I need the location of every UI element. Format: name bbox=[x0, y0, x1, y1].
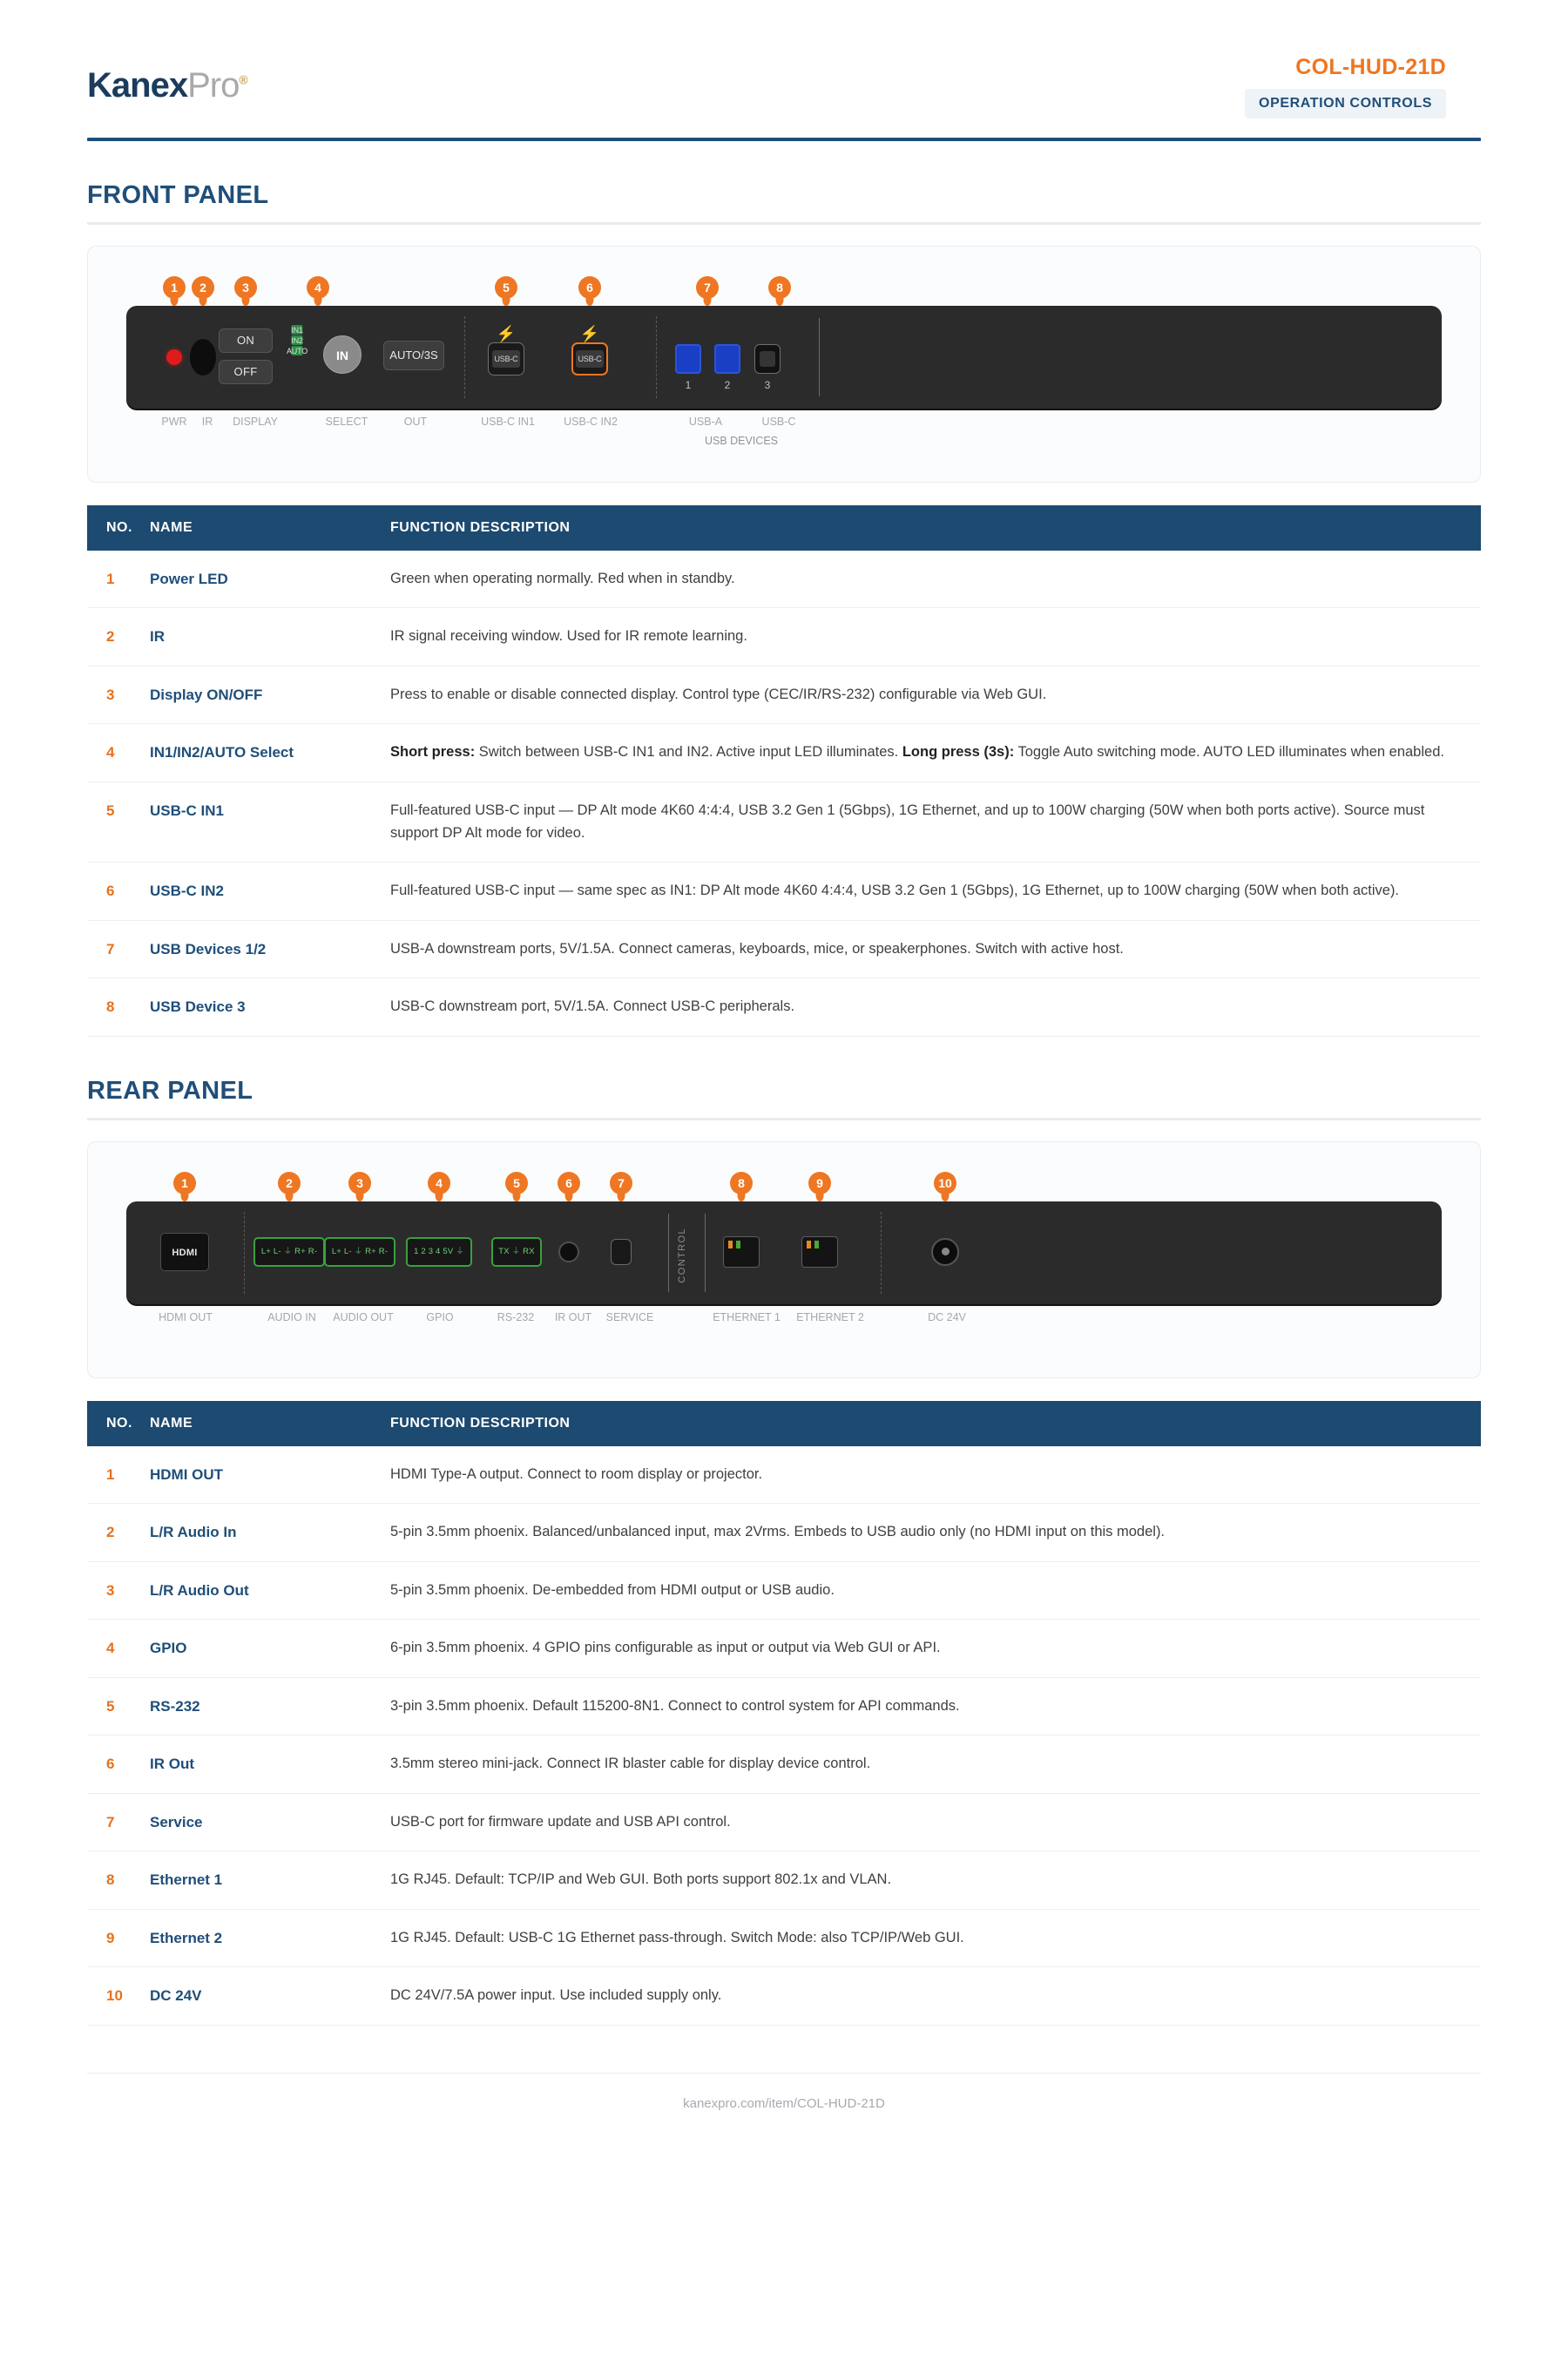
label-audio-out: AUDIO OUT bbox=[333, 1310, 394, 1323]
front-col-desc: FUNCTION DESCRIPTION bbox=[385, 505, 1481, 551]
rear-row-number: 1 bbox=[87, 1446, 150, 1504]
ethernet-2-port[interactable] bbox=[801, 1236, 838, 1268]
front-callout-1: 1 bbox=[163, 276, 186, 299]
front-row-number: 3 bbox=[87, 666, 150, 724]
front-callout-6: 6 bbox=[578, 276, 601, 299]
front-row-name: USB-C IN2 bbox=[150, 863, 385, 921]
rear-row-number: 2 bbox=[87, 1504, 150, 1562]
rear-callout-5: 5 bbox=[505, 1172, 528, 1194]
led-in1: IN1 bbox=[291, 325, 303, 335]
rear-panel-stage bbox=[126, 1172, 1442, 1351]
led-auto: AUTO bbox=[286, 346, 308, 355]
table-row bbox=[87, 863, 1481, 921]
rear-panel-callouts bbox=[126, 1172, 1442, 1201]
rear-row-number: 9 bbox=[87, 1909, 150, 1967]
front-row-number: 6 bbox=[87, 863, 150, 921]
label-display: DISPLAY bbox=[233, 415, 278, 428]
rear-callout-3: 3 bbox=[348, 1172, 371, 1194]
table-row bbox=[87, 1561, 1481, 1620]
front-row-description: Full-featured USB-C input — same spec as IN1: DP Alt mode 4K60 4:4:4, USB 3.2 Gen 1 (5Gbps), 1G Ethernet, up to 100W charging (50W when both active). bbox=[385, 863, 1481, 921]
rear-col-desc: FUNCTION DESCRIPTION bbox=[385, 1401, 1481, 1446]
front-row-name: IN1/IN2/AUTO Select bbox=[150, 724, 385, 782]
dc-24v-power-jack[interactable] bbox=[931, 1238, 959, 1266]
label-ethernet-2: ETHERNET 2 bbox=[796, 1310, 864, 1323]
rear-row-description: 6-pin 3.5mm phoenix. 4 GPIO pins configurable as input or output via Web GUI or API. bbox=[385, 1620, 1481, 1678]
front-row-name: USB Devices 1/2 bbox=[150, 920, 385, 978]
rear-col-name: NAME bbox=[150, 1401, 385, 1446]
front-row-description: USB-C downstream port, 5V/1.5A. Connect USB-C peripherals. bbox=[385, 978, 1481, 1037]
rear-callout-8: 8 bbox=[730, 1172, 753, 1194]
label-ir-out: IR OUT bbox=[554, 1310, 592, 1323]
rear-panel-diagram-card bbox=[87, 1141, 1481, 1378]
charging-bolt-icon: ⚡ bbox=[579, 324, 600, 342]
front-panel-callouts bbox=[126, 276, 1442, 306]
front-panel-chassis bbox=[126, 306, 1442, 409]
service-usbc-port[interactable] bbox=[611, 1239, 632, 1265]
gpio-phoenix-port[interactable]: 1 2 3 4 5V ⏚ bbox=[406, 1237, 472, 1267]
front-row-number: 2 bbox=[87, 608, 150, 666]
front-row-number: 4 bbox=[87, 724, 150, 782]
rear-callout-6: 6 bbox=[558, 1172, 580, 1194]
rear-row-number: 5 bbox=[87, 1677, 150, 1736]
rear-row-description: 1G RJ45. Default: USB-C 1G Ethernet pass-through. Switch Mode: also TCP/IP/Web GUI. bbox=[385, 1909, 1481, 1967]
front-table-head bbox=[87, 505, 1481, 551]
front-col-no: NO. bbox=[87, 505, 150, 551]
ethernet-1-port[interactable] bbox=[723, 1236, 760, 1268]
usbc-in2-port[interactable]: ⚡ USB-C bbox=[571, 342, 608, 376]
rear-row-number: 8 bbox=[87, 1851, 150, 1910]
label-usbc-in2: USB-C IN2 bbox=[564, 415, 618, 428]
page-header bbox=[0, 0, 1568, 118]
table-row bbox=[87, 724, 1481, 782]
rear-row-number: 4 bbox=[87, 1620, 150, 1678]
table-row bbox=[87, 1967, 1481, 2026]
usb-device-port-1[interactable] bbox=[675, 344, 701, 391]
table-row bbox=[87, 1851, 1481, 1910]
usb-device-2-number: 2 bbox=[724, 378, 731, 391]
charging-bolt-icon: ⚡ bbox=[496, 324, 517, 342]
table-row bbox=[87, 1736, 1481, 1794]
control-group-label: CONTROL bbox=[677, 1227, 687, 1283]
front-row-number: 8 bbox=[87, 978, 150, 1037]
rear-row-description: 3.5mm stereo mini-jack. Connect IR blaster cable for display device control. bbox=[385, 1736, 1481, 1794]
header-divider bbox=[87, 138, 1481, 141]
front-row-description: Short press: Switch between USB-C IN1 and IN2. Active input LED illuminates. Long press (3s): Toggle Auto switching mode. AUTO LED illuminates when enabled. bbox=[385, 724, 1481, 782]
label-out: OUT bbox=[403, 415, 428, 428]
rear-row-description: 5-pin 3.5mm phoenix. De-embedded from HDMI output or USB audio. bbox=[385, 1561, 1481, 1620]
front-callout-4: 4 bbox=[307, 276, 329, 299]
rear-panel-heading-rule bbox=[87, 1118, 1481, 1120]
label-ir: IR bbox=[201, 415, 213, 428]
rear-row-name: L/R Audio In bbox=[150, 1504, 385, 1562]
display-off-button[interactable]: OFF bbox=[219, 360, 273, 384]
table-row bbox=[87, 608, 1481, 666]
table-row bbox=[87, 1504, 1481, 1562]
rear-table-header-row bbox=[87, 1401, 1481, 1446]
front-row-name: IR bbox=[150, 608, 385, 666]
kanexpro-logo bbox=[87, 56, 247, 103]
rear-row-description: 5-pin 3.5mm phoenix. Balanced/unbalanced input, max 2Vrms. Embeds to USB audio only (no HDMI input on this model). bbox=[385, 1504, 1481, 1562]
audio-in-phoenix-port[interactable]: L+ L- ⏚ R+ R- bbox=[253, 1237, 325, 1267]
label-audio-in: AUDIO IN bbox=[267, 1310, 316, 1323]
rear-row-number: 6 bbox=[87, 1736, 150, 1794]
front-row-name: Display ON/OFF bbox=[150, 666, 385, 724]
rear-row-number: 10 bbox=[87, 1967, 150, 2026]
rear-divider-4 bbox=[881, 1212, 882, 1294]
usb-device-3-number: 3 bbox=[764, 378, 771, 391]
table-row bbox=[87, 1909, 1481, 1967]
rear-row-number: 7 bbox=[87, 1793, 150, 1851]
rear-callout-7: 7 bbox=[610, 1172, 632, 1194]
table-row bbox=[87, 1620, 1481, 1678]
rear-divider-3 bbox=[705, 1214, 706, 1292]
model-code: COL-HUD-21D bbox=[1295, 55, 1446, 79]
rear-row-description: USB-C port for firmware update and USB API control. bbox=[385, 1793, 1481, 1851]
front-row-name: Power LED bbox=[150, 551, 385, 608]
rear-panel-spec-table bbox=[87, 1401, 1481, 2026]
front-panel-stage bbox=[126, 276, 1442, 456]
rear-table-body bbox=[87, 1446, 1481, 2026]
header-right-block bbox=[1245, 56, 1446, 118]
rear-row-name: L/R Audio Out bbox=[150, 1561, 385, 1620]
auto-3s-button[interactable]: AUTO/3S bbox=[383, 341, 444, 370]
front-row-description: IR signal receiving window. Used for IR remote learning. bbox=[385, 608, 1481, 666]
logo-kanex-text: Kanex bbox=[87, 66, 188, 105]
table-row bbox=[87, 782, 1481, 862]
front-col-name: NAME bbox=[150, 505, 385, 551]
rear-row-name: HDMI OUT bbox=[150, 1446, 385, 1504]
usb-device-1-number: 1 bbox=[685, 378, 692, 391]
front-callout-2: 2 bbox=[192, 276, 214, 299]
rear-divider-1 bbox=[244, 1212, 245, 1294]
operation-controls-badge: OPERATION CONTROLS bbox=[1245, 89, 1446, 118]
front-callout-7: 7 bbox=[696, 276, 719, 299]
rear-table-head bbox=[87, 1401, 1481, 1446]
front-panel-diagram-card bbox=[87, 246, 1481, 483]
front-callout-3: 3 bbox=[234, 276, 257, 299]
usb-device-port-2[interactable] bbox=[714, 344, 740, 391]
ir-out-jack[interactable] bbox=[558, 1242, 579, 1262]
label-gpio: GPIO bbox=[426, 1310, 454, 1323]
front-panel-heading: FRONT PANEL bbox=[87, 180, 269, 209]
chassis-divider-3 bbox=[819, 318, 820, 396]
rear-row-number: 3 bbox=[87, 1561, 150, 1620]
label-usbc-in1: USB-C IN1 bbox=[481, 415, 535, 428]
rear-row-name: Ethernet 2 bbox=[150, 1909, 385, 1967]
label-select: SELECT bbox=[325, 415, 368, 428]
audio-out-phoenix-port[interactable]: L+ L- ⏚ R+ R- bbox=[324, 1237, 395, 1267]
usb-device-port-3[interactable] bbox=[754, 344, 781, 391]
table-row bbox=[87, 666, 1481, 724]
label-rs232: RS-232 bbox=[497, 1310, 535, 1323]
rear-row-description: 1G RJ45. Default: TCP/IP and Web GUI. Both ports support 802.1x and VLAN. bbox=[385, 1851, 1481, 1910]
input-select-button[interactable]: IN bbox=[323, 335, 362, 374]
power-led-indicator bbox=[166, 349, 182, 365]
display-on-button[interactable]: ON bbox=[219, 328, 273, 353]
rear-row-description: HDMI Type-A output. Connect to room display or projector. bbox=[385, 1446, 1481, 1504]
label-dc-24v: DC 24V bbox=[928, 1310, 966, 1323]
rear-callout-1: 1 bbox=[173, 1172, 196, 1194]
front-row-description: USB-A downstream ports, 5V/1.5A. Connect cameras, keyboards, mice, or speakerphones. Switch with active host. bbox=[385, 920, 1481, 978]
front-row-number: 7 bbox=[87, 920, 150, 978]
front-panel-heading-rule bbox=[87, 222, 1481, 225]
rs232-phoenix-port[interactable]: TX ⏚ RX bbox=[491, 1237, 542, 1267]
front-table-body bbox=[87, 551, 1481, 1037]
led-in2: IN2 bbox=[291, 335, 303, 345]
label-pwr: PWR bbox=[161, 415, 187, 428]
front-table-header-row bbox=[87, 505, 1481, 551]
footer-url: kanexpro.com/item/COL-HUD-21D bbox=[683, 2095, 885, 2111]
ir-receiver-window bbox=[190, 339, 216, 376]
label-ethernet-1: ETHERNET 1 bbox=[713, 1310, 781, 1323]
label-usb-c: USB-C bbox=[761, 415, 796, 428]
front-panel-spec-table bbox=[87, 505, 1481, 1037]
label-service: SERVICE bbox=[605, 1310, 654, 1323]
rear-col-no: NO. bbox=[87, 1401, 150, 1446]
rear-row-name: DC 24V bbox=[150, 1967, 385, 2026]
logo-trademark-icon: ® bbox=[239, 72, 247, 87]
front-callout-8: 8 bbox=[768, 276, 791, 299]
rear-divider-2 bbox=[668, 1214, 669, 1292]
front-row-description: Press to enable or disable connected display. Control type (CEC/IR/RS-232) configurable via Web GUI. bbox=[385, 666, 1481, 724]
rear-panel-chassis bbox=[126, 1201, 1442, 1304]
rear-row-name: GPIO bbox=[150, 1620, 385, 1678]
table-row bbox=[87, 978, 1481, 1037]
logo-pro-text: Pro bbox=[187, 66, 240, 105]
rear-row-name: IR Out bbox=[150, 1736, 385, 1794]
front-callout-5: 5 bbox=[495, 276, 517, 299]
rear-callout-10: 10 bbox=[934, 1172, 956, 1194]
usbc-in1-port[interactable]: ⚡ USB-C bbox=[488, 342, 524, 376]
front-row-number: 1 bbox=[87, 551, 150, 608]
input-status-leds bbox=[286, 325, 308, 355]
label-hdmi-out: HDMI OUT bbox=[159, 1310, 213, 1323]
table-row bbox=[87, 1677, 1481, 1736]
table-row bbox=[87, 1446, 1481, 1504]
front-panel-labels bbox=[126, 416, 1442, 456]
label-usb-a: USB-A bbox=[688, 415, 723, 428]
chassis-divider-2 bbox=[656, 316, 657, 398]
page-footer bbox=[87, 2073, 1481, 2163]
front-row-name: USB Device 3 bbox=[150, 978, 385, 1037]
table-row bbox=[87, 1793, 1481, 1851]
rear-panel-heading: REAR PANEL bbox=[87, 1076, 253, 1105]
hdmi-out-port[interactable]: HDMI bbox=[160, 1233, 209, 1271]
rear-callout-2: 2 bbox=[278, 1172, 301, 1194]
front-row-description: Green when operating normally. Red when in standby. bbox=[385, 551, 1481, 608]
rear-row-description: DC 24V/7.5A power input. Use included supply only. bbox=[385, 1967, 1481, 2026]
front-row-description: Full-featured USB-C input — DP Alt mode 4K60 4:4:4, USB 3.2 Gen 1 (5Gbps), 1G Ethernet, and up to 100W charging (50W when both ports active). Source must support DP Alt mode for video. bbox=[385, 782, 1481, 862]
front-row-number: 5 bbox=[87, 782, 150, 862]
table-row bbox=[87, 551, 1481, 608]
front-row-name: USB-C IN1 bbox=[150, 782, 385, 862]
rear-panel-labels bbox=[126, 1311, 1442, 1351]
rear-row-description: 3-pin 3.5mm phoenix. Default 115200-8N1. Connect to control system for API commands. bbox=[385, 1677, 1481, 1736]
rear-row-name: Ethernet 1 bbox=[150, 1851, 385, 1910]
rear-row-name: Service bbox=[150, 1793, 385, 1851]
rear-callout-9: 9 bbox=[808, 1172, 831, 1194]
table-row bbox=[87, 920, 1481, 978]
rear-row-name: RS-232 bbox=[150, 1677, 385, 1736]
label-usb-devices: USB DEVICES bbox=[704, 434, 779, 447]
chassis-divider-1 bbox=[464, 316, 465, 398]
rear-callout-4: 4 bbox=[428, 1172, 450, 1194]
